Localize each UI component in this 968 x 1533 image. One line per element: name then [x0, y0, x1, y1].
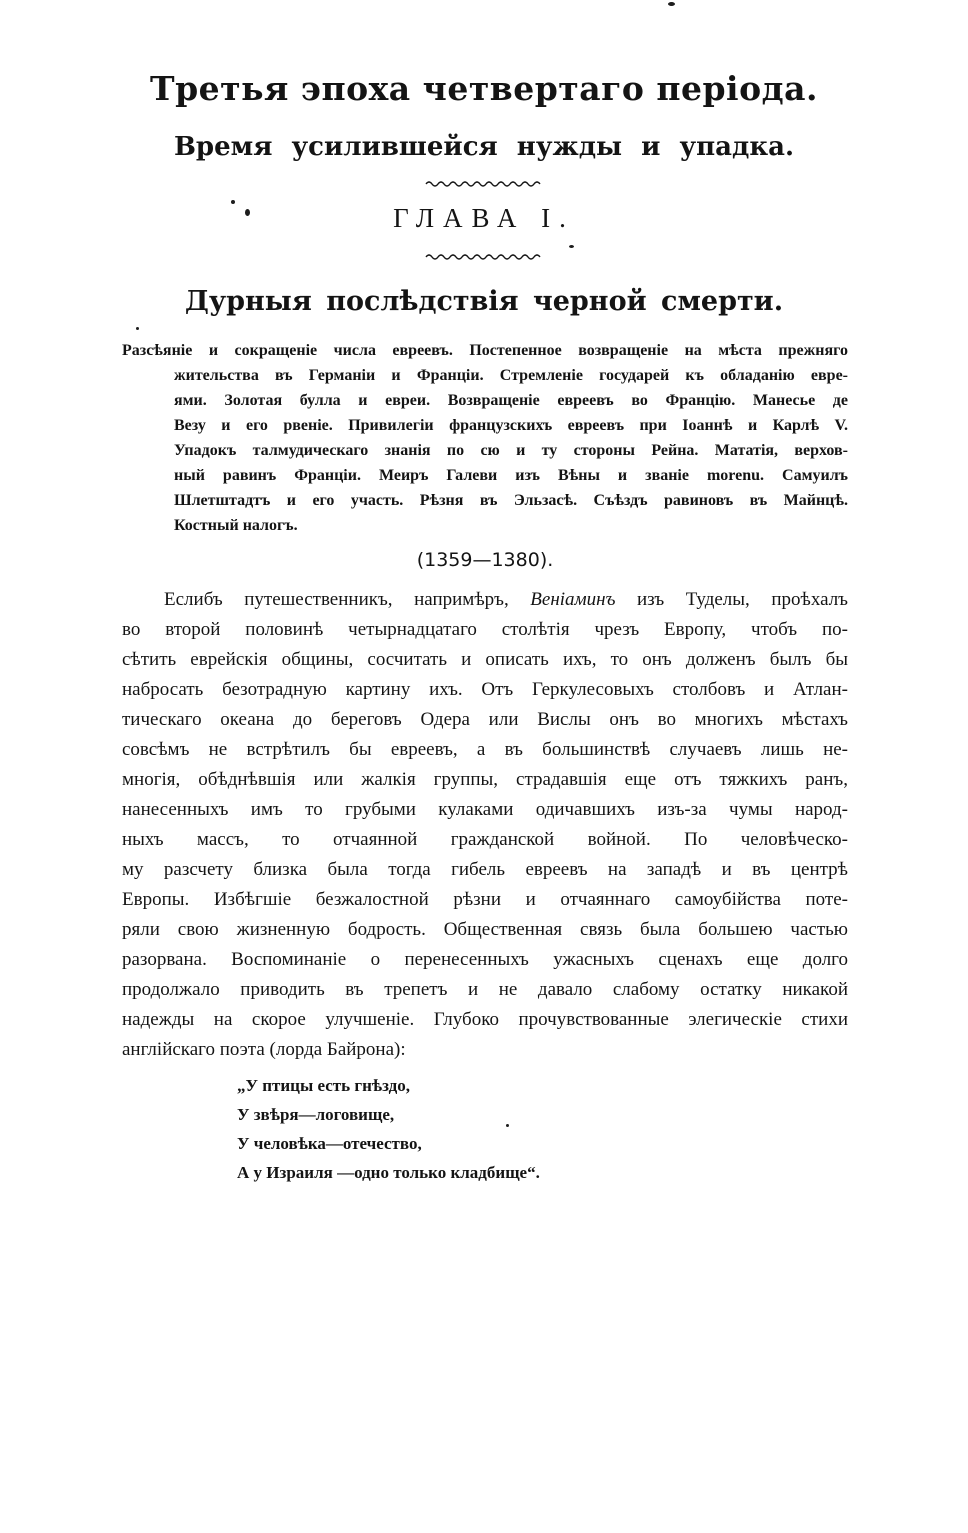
body-line [122, 585, 848, 615]
text-column [122, 338, 848, 1187]
section-title: Дурныя послѣдствія черной смерти. [184, 285, 784, 317]
quote-line: У человѣка—отечество, [237, 1133, 422, 1153]
body-paragraph [122, 585, 848, 1065]
body-line: англійскаго поэта (лорда Байрона): [122, 1038, 406, 1060]
summary-line: ный равинъ Франціи. Меиръ Галеви изъ Вѣны и званіе morenu. Самуилъ [174, 466, 848, 484]
summary-line: Разсѣяніе и сокращеніе числа евреевъ. Постепенное возвращеніе на мѣста прежняго [122, 341, 848, 359]
body-line: разорвана. Воспоминаніе о перенесенныхъ ужасныхъ сценахъ еще долго [122, 948, 848, 970]
summary-line: Шлетштадтъ и его участь. Рѣзня въ Эльзасѣ. Съѣздъ равиновъ въ Майнцѣ. [174, 491, 848, 509]
summary-line: Костный налогъ. [174, 516, 298, 534]
date-range: (1359—1380). [416, 548, 554, 571]
squiggle-divider [0, 179, 968, 187]
ink-speck [506, 1124, 509, 1127]
body-line: Европы. Избѣгшіе безжалостной рѣзни и отчаяннаго самоубійства поте- [122, 888, 848, 910]
body-line: во второй половинѣ четырнадцатаго столѣтія чрезъ Европу, чтобъ по- [122, 618, 848, 640]
squiggle-ornament-icon [425, 252, 543, 260]
page-subtitle: Время усилившейся нужды и упадка. [173, 132, 795, 162]
chapter-summary [122, 338, 848, 538]
body-line: нанесенныхъ имъ то грубыми кулаками одичавшихъ изъ-за чумы народ- [122, 798, 848, 820]
body-line: многія, обѣднѣвшія или жалкія группы, страдавшія еще отъ тяжкихъ ранъ, [122, 768, 848, 790]
body-line: ряли свою жизненную бодрость. Общественная связь была большею частью [122, 918, 848, 940]
body-line: сѣтить еврейскія общины, сосчитать и описать ихъ, то онъ долженъ былъ бы [122, 648, 848, 670]
summary-line: ями. Золотая булла и евреи. Возвращеніе евреевъ во Францію. Манесье де [174, 391, 848, 409]
ink-speck [245, 209, 250, 216]
squiggle-ornament-icon [425, 179, 543, 187]
summary-line: Везу и его рвеніе. Привилегіи французскихъ евреевъ при Іоаннѣ и Карлѣ V. [174, 416, 848, 434]
poem-quote [122, 1071, 848, 1187]
summary-line: Упадокъ талмудическаго знанія по сю и ту стороны Рейна. Мататія, верхов- [174, 441, 848, 459]
quote-line: У звѣря—логовище, [237, 1104, 395, 1124]
body-line: тическаго океана до береговъ Одера или Вислы онъ во многихъ мѣстахъ [122, 708, 848, 730]
body-line-text: Еслибъ путешественникъ, напримѣръ, [164, 588, 531, 610]
body-line: набросать безотрадную картину ихъ. Отъ Геркулесовыхъ столбовъ и Атлан- [122, 678, 848, 700]
ink-speck [569, 245, 574, 248]
ink-speck [668, 2, 675, 6]
chapter-heading: ГЛАВА I. [393, 203, 575, 234]
ink-speck [231, 200, 235, 204]
body-line: надежды на скорое улучшеніе. Глубоко прочувствованные элегическіе стихи [122, 1008, 848, 1030]
body-line: продолжало приводить въ трепетъ и не давало слабому остатку никакой [122, 978, 848, 1000]
ink-speck [136, 327, 139, 330]
quote-line: „У птицы есть гнѣздо, [237, 1075, 410, 1095]
masthead [0, 0, 968, 319]
body-line-text: изъ Туделы, проѣхалъ [615, 588, 849, 610]
page-title: Третья эпоха четвертаго періода. [150, 69, 818, 108]
italicized-name: Веніаминъ [530, 588, 616, 610]
quote-line: А у Израиля —одно только кладбище“. [237, 1162, 540, 1182]
squiggle-divider [0, 251, 968, 259]
summary-line: жительства въ Германіи и Франціи. Стремленіе государей къ обладанію евре- [174, 366, 848, 384]
body-line: совсѣмъ не встрѣтилъ бы евреевъ, а въ большинствѣ случаевъ лишь не- [122, 738, 848, 760]
body-line: ныхъ массъ, то отчаянной гражданской войной. По человѣческо- [122, 828, 848, 850]
body-line: му разсчету близка была тогда гибель евреевъ на западѣ и въ центрѣ [122, 858, 848, 880]
